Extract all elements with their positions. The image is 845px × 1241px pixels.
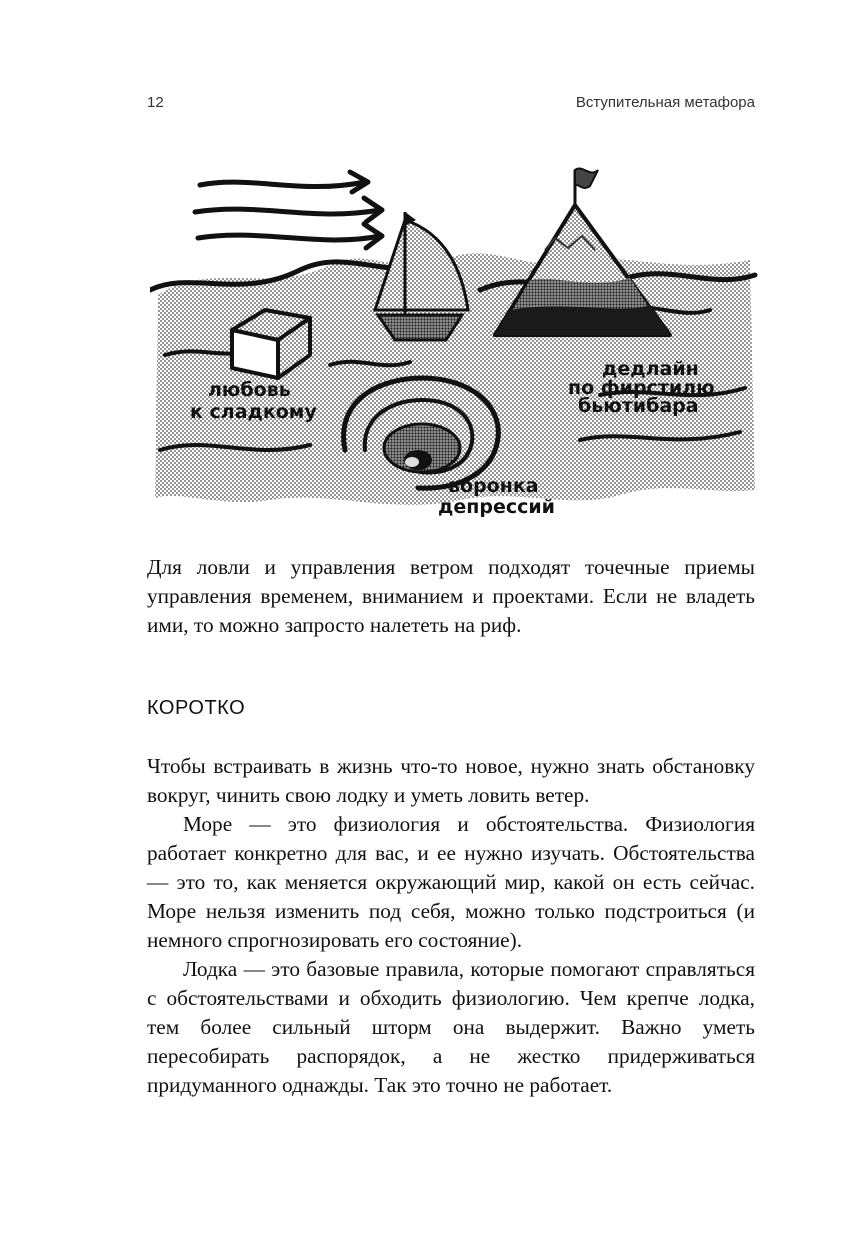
flag-icon [575, 168, 598, 206]
cube-label-line1: любовь [208, 379, 291, 401]
mountain-label-line2: по фирстилю [568, 377, 715, 399]
cube-label-line2: к сладкому [190, 401, 317, 423]
summary-paragraph: Лодка — это базовые правила, которые помогают справляться с обстоятельствами и обходить физиологию. Чем крепче лодка, тем более сильный шторм она выдержит. Важно уметь пересобирать распорядок, а не жестко придерживаться придуманного однажды. Так это точно не работает. [147, 957, 755, 1097]
summary-paragraph: Море — это физиология и обстоятельства. Физиология работает конкретно для вас, и ее нужно изучать. Обстоятельства — это то, как меняется окружающий мир, какой он есть сейчас. Море нельзя изменить под себя, можно только подстроиться (и немного спрогнозировать его состояние). [147, 812, 755, 952]
summary-text [147, 752, 755, 1100]
mountain-label-line3: бьютибара [578, 395, 699, 417]
section-heading: КОРОТКО [147, 697, 246, 719]
section-title: Вступительная метафора [575, 94, 755, 111]
summary-paragraph: Чтобы встраивать в жизнь что-то новое, нужно знать обстановку вокруг, чинить свою лодку и уметь ловить ветер. [147, 754, 755, 807]
whirlpool-label-line1: воронка [448, 475, 539, 497]
running-head [147, 94, 755, 118]
sailboat-icon [375, 212, 468, 340]
page-number: 12 [147, 94, 164, 111]
whirlpool-label-line2: депрессий [438, 496, 555, 518]
sea-metaphor-illustration [150, 150, 760, 528]
intro-paragraph: Для ловли и управления ветром подходят точечные приемы управления временем, вниманием и проектами. Если не владеть ими, то можно запросто налететь на риф. [147, 555, 755, 637]
wind-arrows-icon [195, 172, 382, 248]
mountain-label-line1: дедлайн [602, 358, 699, 380]
